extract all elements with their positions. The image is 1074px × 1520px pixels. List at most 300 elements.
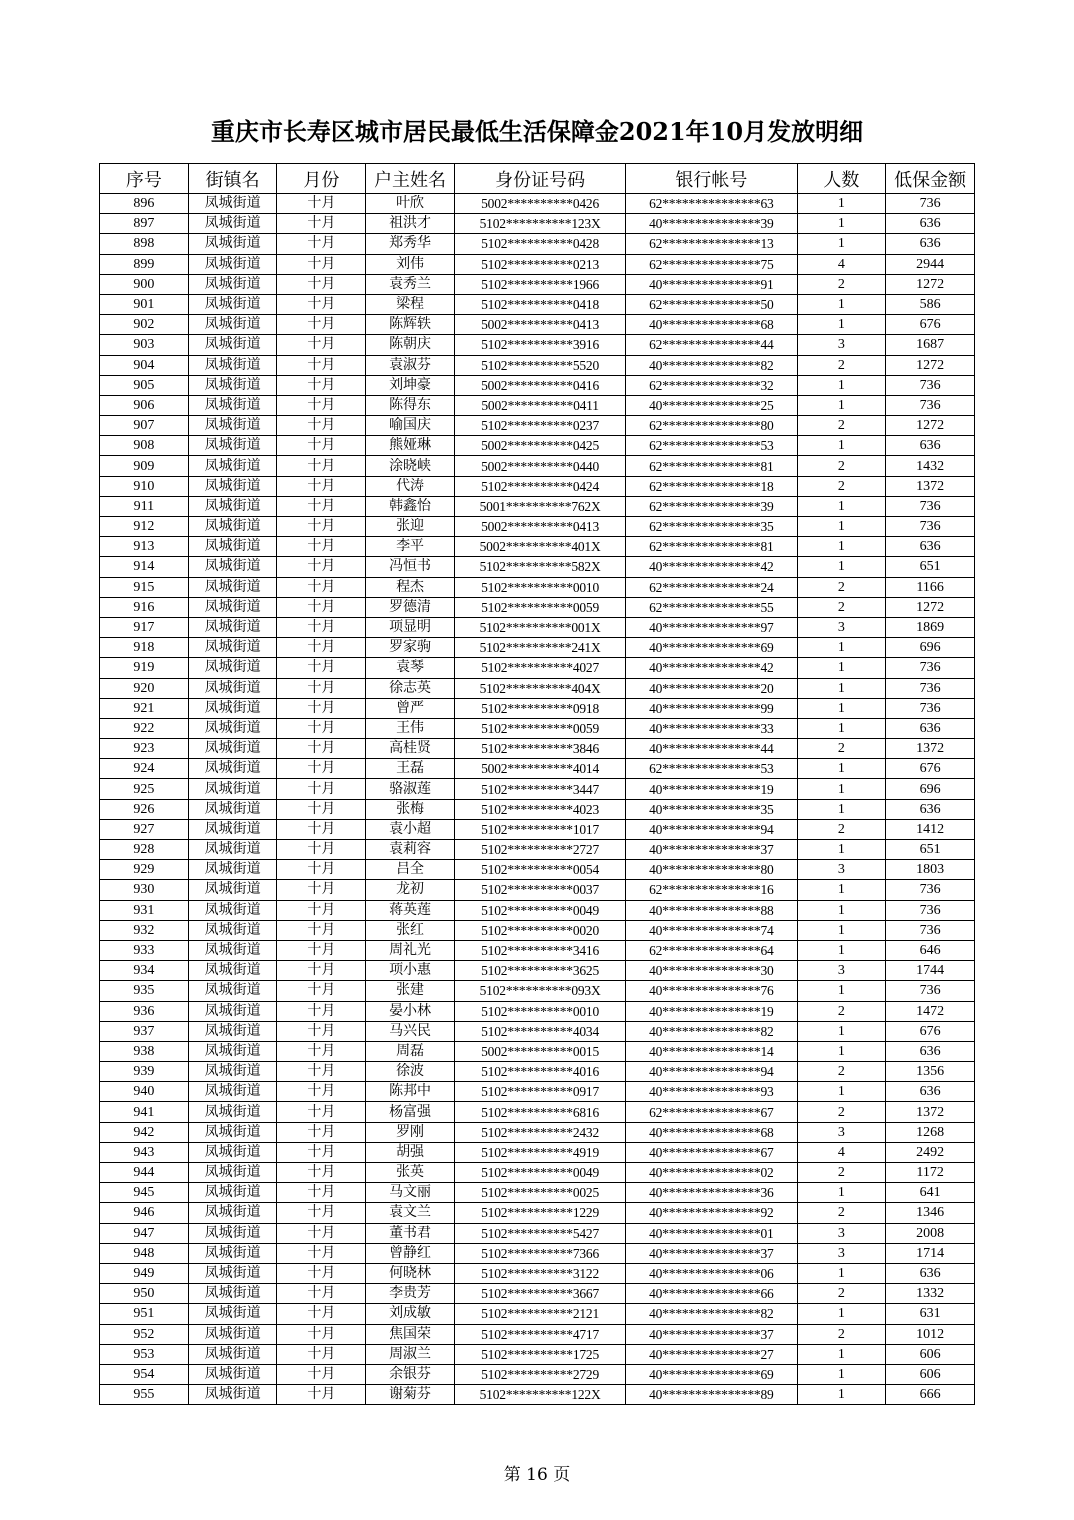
- cell-bank-account: 62***************32: [626, 375, 797, 395]
- cell-persons: 1: [797, 658, 886, 678]
- cell-street: 凤城街道: [188, 577, 277, 597]
- cell-persons: 1: [797, 759, 886, 779]
- cell-id-number: 5002**********0015: [454, 1041, 625, 1061]
- col-header-street: 街镇名: [188, 164, 277, 194]
- cell-bank-account: 40***************27: [626, 1344, 797, 1364]
- cell-householder: 周淑兰: [366, 1344, 455, 1364]
- cell-id-number: 5102**********122X: [454, 1385, 625, 1405]
- cell-householder: 胡强: [366, 1142, 455, 1162]
- cell-month: 十月: [277, 1304, 366, 1324]
- cell-month: 十月: [277, 1062, 366, 1082]
- cell-id-number: 5102**********0237: [454, 416, 625, 436]
- table-row: [100, 416, 975, 436]
- cell-id-number: 5102**********0918: [454, 698, 625, 718]
- cell-persons: 1: [797, 920, 886, 940]
- cell-id-number: 5102**********5520: [454, 355, 625, 375]
- table-row: [100, 315, 975, 335]
- cell-index: 938: [100, 1041, 189, 1061]
- cell-id-number: 5002**********0426: [454, 194, 625, 214]
- cell-id-number: 5102**********404X: [454, 678, 625, 698]
- cell-bank-account: 40***************25: [626, 395, 797, 415]
- cell-index: 955: [100, 1385, 189, 1405]
- table-row: [100, 214, 975, 234]
- cell-amount: 1472: [886, 1001, 975, 1021]
- cell-month: 十月: [277, 436, 366, 456]
- cell-amount: 651: [886, 840, 975, 860]
- cell-index: 915: [100, 577, 189, 597]
- cell-index: 921: [100, 698, 189, 718]
- cell-amount: 1012: [886, 1324, 975, 1344]
- cell-bank-account: 62***************53: [626, 759, 797, 779]
- cell-persons: 3: [797, 617, 886, 637]
- cell-index: 946: [100, 1203, 189, 1223]
- cell-bank-account: 40***************02: [626, 1163, 797, 1183]
- cell-bank-account: 40***************82: [626, 1021, 797, 1041]
- cell-bank-account: 62***************81: [626, 537, 797, 557]
- cell-persons: 1: [797, 1344, 886, 1364]
- page-number: 第 16 页: [503, 1465, 571, 1485]
- cell-street: 凤城街道: [188, 779, 277, 799]
- cell-bank-account: 40***************01: [626, 1223, 797, 1243]
- table-row: [100, 1324, 975, 1344]
- cell-index: 928: [100, 840, 189, 860]
- cell-bank-account: 40***************36: [626, 1183, 797, 1203]
- cell-index: 952: [100, 1324, 189, 1344]
- cell-bank-account: 40***************20: [626, 678, 797, 698]
- cell-bank-account: 40***************93: [626, 1082, 797, 1102]
- cell-householder: 张红: [366, 920, 455, 940]
- cell-householder: 袁琴: [366, 658, 455, 678]
- table-row: [100, 1082, 975, 1102]
- cell-month: 十月: [277, 880, 366, 900]
- cell-persons: 1: [797, 678, 886, 698]
- cell-street: 凤城街道: [188, 557, 277, 577]
- cell-street: 凤城街道: [188, 1223, 277, 1243]
- table-row: [100, 254, 975, 274]
- cell-index: 942: [100, 1122, 189, 1142]
- cell-street: 凤城街道: [188, 840, 277, 860]
- cell-persons: 1: [797, 718, 886, 738]
- cell-id-number: 5102**********0010: [454, 577, 625, 597]
- table-row: [100, 294, 975, 314]
- cell-street: 凤城街道: [188, 678, 277, 698]
- cell-persons: 1: [797, 194, 886, 214]
- cell-id-number: 5102**********3447: [454, 779, 625, 799]
- cell-index: 954: [100, 1364, 189, 1384]
- cell-month: 十月: [277, 557, 366, 577]
- cell-householder: 马兴民: [366, 1021, 455, 1041]
- cell-amount: 636: [886, 1041, 975, 1061]
- cell-householder: 徐波: [366, 1062, 455, 1082]
- cell-persons: 1: [797, 1263, 886, 1283]
- cell-amount: 636: [886, 799, 975, 819]
- cell-amount: 736: [886, 395, 975, 415]
- cell-bank-account: 40***************37: [626, 1324, 797, 1344]
- cell-index: 933: [100, 940, 189, 960]
- cell-bank-account: 40***************39: [626, 214, 797, 234]
- cell-id-number: 5102**********3416: [454, 940, 625, 960]
- cell-month: 十月: [277, 1001, 366, 1021]
- cell-month: 十月: [277, 395, 366, 415]
- table-row: [100, 375, 975, 395]
- cell-id-number: 5102**********093X: [454, 981, 625, 1001]
- cell-month: 十月: [277, 1021, 366, 1041]
- cell-month: 十月: [277, 940, 366, 960]
- table-row: [100, 597, 975, 617]
- cell-persons: 2: [797, 476, 886, 496]
- cell-month: 十月: [277, 1102, 366, 1122]
- cell-street: 凤城街道: [188, 658, 277, 678]
- cell-street: 凤城街道: [188, 819, 277, 839]
- cell-index: 904: [100, 355, 189, 375]
- cell-street: 凤城街道: [188, 436, 277, 456]
- cell-amount: 1372: [886, 1102, 975, 1122]
- cell-persons: 1: [797, 880, 886, 900]
- col-header-householder: 户主姓名: [366, 164, 455, 194]
- cell-bank-account: 40***************42: [626, 557, 797, 577]
- cell-householder: 袁淑芬: [366, 355, 455, 375]
- cell-persons: 4: [797, 1142, 886, 1162]
- cell-month: 十月: [277, 678, 366, 698]
- table-row: [100, 617, 975, 637]
- cell-bank-account: 40***************37: [626, 1243, 797, 1263]
- cell-street: 凤城街道: [188, 718, 277, 738]
- cell-persons: 1: [797, 517, 886, 537]
- cell-month: 十月: [277, 214, 366, 234]
- cell-householder: 徐志英: [366, 678, 455, 698]
- table-row: [100, 900, 975, 920]
- cell-amount: 736: [886, 920, 975, 940]
- cell-bank-account: 40***************94: [626, 819, 797, 839]
- cell-index: 919: [100, 658, 189, 678]
- cell-persons: 2: [797, 1062, 886, 1082]
- cell-id-number: 5102**********0917: [454, 1082, 625, 1102]
- cell-persons: 1: [797, 1364, 886, 1384]
- cell-index: 950: [100, 1284, 189, 1304]
- cell-street: 凤城街道: [188, 315, 277, 335]
- cell-householder: 陈辉轶: [366, 315, 455, 335]
- cell-street: 凤城街道: [188, 638, 277, 658]
- cell-index: 925: [100, 779, 189, 799]
- table-row: [100, 880, 975, 900]
- cell-amount: 1714: [886, 1243, 975, 1263]
- cell-persons: 3: [797, 1243, 886, 1263]
- cell-persons: 1: [797, 1021, 886, 1041]
- table-row: [100, 1304, 975, 1324]
- cell-householder: 张建: [366, 981, 455, 1001]
- table-row: [100, 194, 975, 214]
- cell-amount: 1687: [886, 335, 975, 355]
- cell-bank-account: 62***************16: [626, 880, 797, 900]
- cell-bank-account: 40***************44: [626, 739, 797, 759]
- cell-bank-account: 40***************69: [626, 638, 797, 658]
- cell-amount: 1744: [886, 961, 975, 981]
- cell-householder: 杨富强: [366, 1102, 455, 1122]
- cell-householder: 马文丽: [366, 1183, 455, 1203]
- cell-id-number: 5102**********0059: [454, 597, 625, 617]
- cell-amount: 676: [886, 315, 975, 335]
- cell-month: 十月: [277, 1344, 366, 1364]
- cell-householder: 项显明: [366, 617, 455, 637]
- cell-id-number: 5102**********2729: [454, 1364, 625, 1384]
- cell-householder: 张梅: [366, 799, 455, 819]
- cell-index: 903: [100, 335, 189, 355]
- cell-amount: 1268: [886, 1122, 975, 1142]
- cell-month: 十月: [277, 779, 366, 799]
- cell-amount: 696: [886, 638, 975, 658]
- cell-bank-account: 40***************97: [626, 617, 797, 637]
- cell-amount: 636: [886, 234, 975, 254]
- cell-id-number: 5002**********0440: [454, 456, 625, 476]
- table-row: [100, 1142, 975, 1162]
- cell-amount: 1869: [886, 617, 975, 637]
- cell-persons: 1: [797, 214, 886, 234]
- cell-street: 凤城街道: [188, 981, 277, 1001]
- cell-bank-account: 62***************80: [626, 416, 797, 436]
- cell-street: 凤城街道: [188, 1001, 277, 1021]
- cell-month: 十月: [277, 1041, 366, 1061]
- cell-street: 凤城街道: [188, 537, 277, 557]
- table-row: [100, 1163, 975, 1183]
- table-row: [100, 799, 975, 819]
- cell-householder: 喻国庆: [366, 416, 455, 436]
- col-header-id-number: 身份证号码: [454, 164, 625, 194]
- cell-id-number: 5102**********4016: [454, 1062, 625, 1082]
- cell-street: 凤城街道: [188, 617, 277, 637]
- cell-bank-account: 40***************67: [626, 1142, 797, 1162]
- table-row: [100, 395, 975, 415]
- cell-householder: 熊娅琳: [366, 436, 455, 456]
- cell-index: 934: [100, 961, 189, 981]
- cell-street: 凤城街道: [188, 194, 277, 214]
- cell-amount: 736: [886, 900, 975, 920]
- cell-index: 941: [100, 1102, 189, 1122]
- cell-month: 十月: [277, 335, 366, 355]
- cell-id-number: 5102**********3122: [454, 1263, 625, 1283]
- cell-street: 凤城街道: [188, 1163, 277, 1183]
- cell-month: 十月: [277, 718, 366, 738]
- cell-month: 十月: [277, 739, 366, 759]
- cell-street: 凤城街道: [188, 476, 277, 496]
- cell-persons: 1: [797, 940, 886, 960]
- cell-bank-account: 40***************68: [626, 315, 797, 335]
- cell-street: 凤城街道: [188, 1082, 277, 1102]
- cell-householder: 龙初: [366, 880, 455, 900]
- cell-index: 908: [100, 436, 189, 456]
- table-header: [100, 164, 975, 194]
- cell-bank-account: 40***************68: [626, 1122, 797, 1142]
- cell-persons: 2: [797, 819, 886, 839]
- cell-householder: 罗家驹: [366, 638, 455, 658]
- cell-street: 凤城街道: [188, 799, 277, 819]
- cell-amount: 736: [886, 678, 975, 698]
- cell-month: 十月: [277, 1223, 366, 1243]
- cell-bank-account: 40***************14: [626, 1041, 797, 1061]
- cell-street: 凤城街道: [188, 880, 277, 900]
- table-row: [100, 1041, 975, 1061]
- table-row: [100, 234, 975, 254]
- cell-persons: 2: [797, 577, 886, 597]
- cell-bank-account: 40***************76: [626, 981, 797, 1001]
- cell-index: 923: [100, 739, 189, 759]
- cell-amount: 636: [886, 214, 975, 234]
- cell-id-number: 5102**********0049: [454, 900, 625, 920]
- cell-bank-account: 40***************82: [626, 1304, 797, 1324]
- cell-householder: 王磊: [366, 759, 455, 779]
- table-row: [100, 1062, 975, 1082]
- cell-householder: 叶欣: [366, 194, 455, 214]
- cell-persons: 3: [797, 1223, 886, 1243]
- cell-index: 910: [100, 476, 189, 496]
- cell-month: 十月: [277, 537, 366, 557]
- cell-id-number: 5102**********1725: [454, 1344, 625, 1364]
- table-row: [100, 1344, 975, 1364]
- cell-street: 凤城街道: [188, 1243, 277, 1263]
- cell-id-number: 5102**********123X: [454, 214, 625, 234]
- cell-bank-account: 62***************39: [626, 496, 797, 516]
- cell-street: 凤城街道: [188, 961, 277, 981]
- cell-id-number: 5002**********4014: [454, 759, 625, 779]
- cell-bank-account: 40***************35: [626, 799, 797, 819]
- cell-street: 凤城街道: [188, 294, 277, 314]
- cell-index: 951: [100, 1304, 189, 1324]
- table-row: [100, 1364, 975, 1384]
- cell-street: 凤城街道: [188, 940, 277, 960]
- cell-persons: 1: [797, 234, 886, 254]
- cell-street: 凤城街道: [188, 1122, 277, 1142]
- cell-index: 906: [100, 395, 189, 415]
- cell-index: 909: [100, 456, 189, 476]
- cell-street: 凤城街道: [188, 1021, 277, 1041]
- cell-householder: 周磊: [366, 1041, 455, 1061]
- cell-householder: 王伟: [366, 718, 455, 738]
- cell-householder: 刘伟: [366, 254, 455, 274]
- cell-month: 十月: [277, 254, 366, 274]
- cell-month: 十月: [277, 294, 366, 314]
- cell-id-number: 5102**********2121: [454, 1304, 625, 1324]
- cell-id-number: 5002**********0425: [454, 436, 625, 456]
- cell-index: 920: [100, 678, 189, 698]
- table-row: [100, 698, 975, 718]
- cell-id-number: 5102**********6816: [454, 1102, 625, 1122]
- cell-persons: 1: [797, 1385, 886, 1405]
- cell-street: 凤城街道: [188, 1142, 277, 1162]
- cell-index: 914: [100, 557, 189, 577]
- cell-amount: 1272: [886, 416, 975, 436]
- cell-index: 900: [100, 274, 189, 294]
- cell-id-number: 5002**********0413: [454, 517, 625, 537]
- cell-street: 凤城街道: [188, 234, 277, 254]
- cell-index: 948: [100, 1243, 189, 1263]
- cell-id-number: 5002**********0411: [454, 395, 625, 415]
- table-row: [100, 920, 975, 940]
- cell-street: 凤城街道: [188, 1183, 277, 1203]
- cell-id-number: 5102**********001X: [454, 617, 625, 637]
- cell-index: 935: [100, 981, 189, 1001]
- cell-month: 十月: [277, 819, 366, 839]
- cell-month: 十月: [277, 759, 366, 779]
- cell-index: 924: [100, 759, 189, 779]
- cell-index: 927: [100, 819, 189, 839]
- cell-bank-account: 62***************35: [626, 517, 797, 537]
- cell-street: 凤城街道: [188, 517, 277, 537]
- table-row: [100, 1183, 975, 1203]
- cell-id-number: 5102**********0049: [454, 1163, 625, 1183]
- cell-index: 898: [100, 234, 189, 254]
- cell-householder: 项小惠: [366, 961, 455, 981]
- cell-amount: 736: [886, 194, 975, 214]
- cell-amount: 651: [886, 557, 975, 577]
- cell-householder: 刘坤豪: [366, 375, 455, 395]
- table-row: [100, 517, 975, 537]
- cell-householder: 郑秀华: [366, 234, 455, 254]
- cell-street: 凤城街道: [188, 456, 277, 476]
- cell-amount: 736: [886, 880, 975, 900]
- cell-month: 十月: [277, 1203, 366, 1223]
- cell-bank-account: 40***************94: [626, 1062, 797, 1082]
- cell-id-number: 5102**********0037: [454, 880, 625, 900]
- cell-month: 十月: [277, 981, 366, 1001]
- cell-persons: 1: [797, 557, 886, 577]
- table-row: [100, 1223, 975, 1243]
- cell-amount: 1166: [886, 577, 975, 597]
- cell-index: 911: [100, 496, 189, 516]
- header-row: [100, 164, 975, 194]
- cell-householder: 袁秀兰: [366, 274, 455, 294]
- cell-householder: 余银芬: [366, 1364, 455, 1384]
- table-row: [100, 476, 975, 496]
- cell-persons: 1: [797, 900, 886, 920]
- cell-index: 918: [100, 638, 189, 658]
- cell-householder: 刘成敏: [366, 1304, 455, 1324]
- cell-month: 十月: [277, 1082, 366, 1102]
- table-row: [100, 1284, 975, 1304]
- cell-householder: 袁小超: [366, 819, 455, 839]
- cell-persons: 1: [797, 779, 886, 799]
- cell-month: 十月: [277, 355, 366, 375]
- cell-month: 十月: [277, 1364, 366, 1384]
- cell-persons: 2: [797, 416, 886, 436]
- cell-bank-account: 62***************13: [626, 234, 797, 254]
- table-row: [100, 335, 975, 355]
- cell-householder: 高桂贤: [366, 739, 455, 759]
- cell-persons: 2: [797, 739, 886, 759]
- cell-index: 931: [100, 900, 189, 920]
- cell-id-number: 5102**********0020: [454, 920, 625, 940]
- cell-id-number: 5102**********582X: [454, 557, 625, 577]
- table-row: [100, 456, 975, 476]
- cell-month: 十月: [277, 1142, 366, 1162]
- cell-persons: 1: [797, 1041, 886, 1061]
- cell-persons: 1: [797, 436, 886, 456]
- cell-street: 凤城街道: [188, 1304, 277, 1324]
- cell-householder: 冯恒书: [366, 557, 455, 577]
- cell-persons: 2: [797, 1284, 886, 1304]
- cell-householder: 陈朝庆: [366, 335, 455, 355]
- cell-householder: 李平: [366, 537, 455, 557]
- cell-month: 十月: [277, 194, 366, 214]
- cell-householder: 袁莉容: [366, 840, 455, 860]
- cell-id-number: 5102**********0428: [454, 234, 625, 254]
- cell-householder: 罗德清: [366, 597, 455, 617]
- table-row: [100, 779, 975, 799]
- cell-id-number: 5102**********3625: [454, 961, 625, 981]
- cell-bank-account: 40***************69: [626, 1364, 797, 1384]
- table-row: [100, 678, 975, 698]
- cell-id-number: 5102**********3916: [454, 335, 625, 355]
- cell-bank-account: 40***************74: [626, 920, 797, 940]
- cell-street: 凤城街道: [188, 1385, 277, 1405]
